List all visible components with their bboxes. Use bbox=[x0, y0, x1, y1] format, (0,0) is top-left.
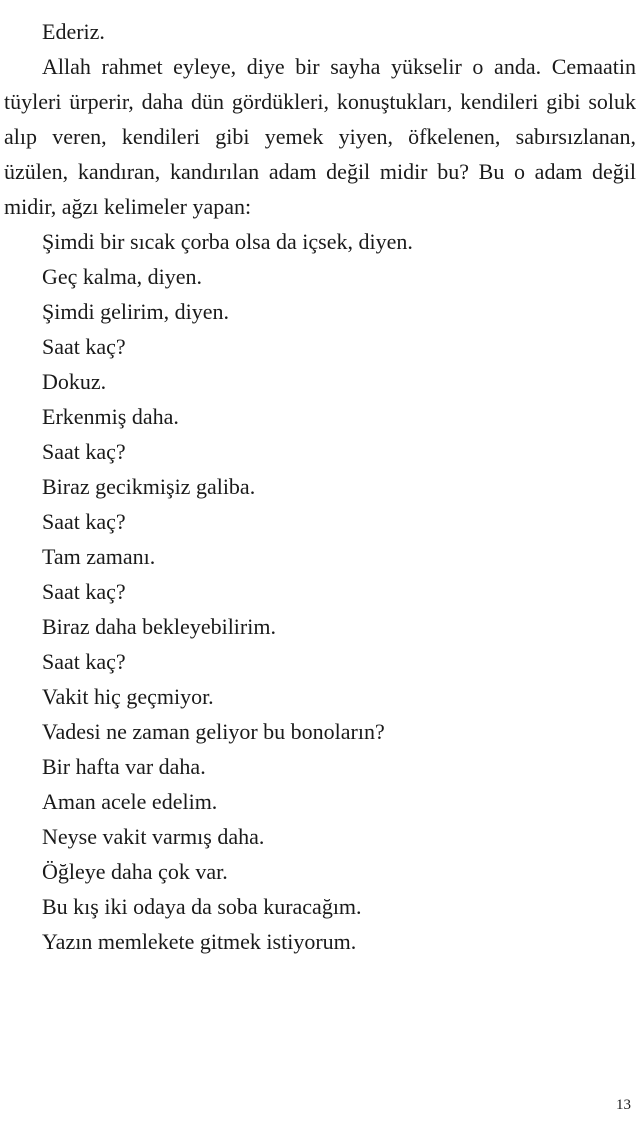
dialog-line: Biraz gecikmişiz galiba. bbox=[42, 474, 256, 499]
dialog-line: Vadesi ne zaman geliyor bu bonoların? bbox=[42, 719, 385, 744]
page-number: 13 bbox=[616, 1097, 631, 1113]
dialog-line: Öğleye daha çok var. bbox=[42, 859, 228, 884]
dialog-line: Vakit hiç geçmiyor. bbox=[42, 684, 214, 709]
dialog-line: Bu kış iki odaya da soba kuracağım. bbox=[42, 894, 362, 919]
dialog-line: Saat kaç? bbox=[42, 509, 126, 534]
body-text bbox=[4, 14, 636, 959]
dialog-line: Saat kaç? bbox=[42, 439, 126, 464]
dialog-line: Saat kaç? bbox=[42, 649, 126, 674]
opening-line: Ederiz. bbox=[42, 19, 105, 44]
dialog-line: Erkenmiş daha. bbox=[42, 404, 179, 429]
dialog-line: Aman acele edelim. bbox=[42, 789, 218, 814]
dialog-line: Yazın memlekete gitmek istiyorum. bbox=[42, 929, 357, 954]
dialog-line: Şimdi gelirim, diyen. bbox=[42, 299, 229, 324]
dialog-line: Saat kaç? bbox=[42, 334, 126, 359]
dialog-line: Tam zamanı. bbox=[42, 544, 156, 569]
dialog-line: Bir hafta var daha. bbox=[42, 754, 206, 779]
dialog-line: Neyse vakit varmış daha. bbox=[42, 824, 265, 849]
dialog-line: Biraz daha bekleyebilirim. bbox=[42, 614, 276, 639]
dialog-line: Saat kaç? bbox=[42, 579, 126, 604]
dialog-line: Şimdi bir sıcak çorba olsa da içsek, diyen. bbox=[42, 229, 413, 254]
main-paragraph: Allah rahmet eyleye, diye bir sayha yükselir o anda. Cemaatin tüyleri ürperir, daha dün gördükleri, konuştukları, kendileri gibi soluk alıp veren, kendileri gibi yemek yiyen, öfkelenen, sabırsızlanan, üzülen, kandıran, kandırılan adam değil midir bu? Bu o adam değil midir, ağzı kelimeler yapan: bbox=[4, 54, 636, 219]
dialog-line: Geç kalma, diyen. bbox=[42, 264, 203, 289]
dialog-line: Dokuz. bbox=[42, 369, 107, 394]
